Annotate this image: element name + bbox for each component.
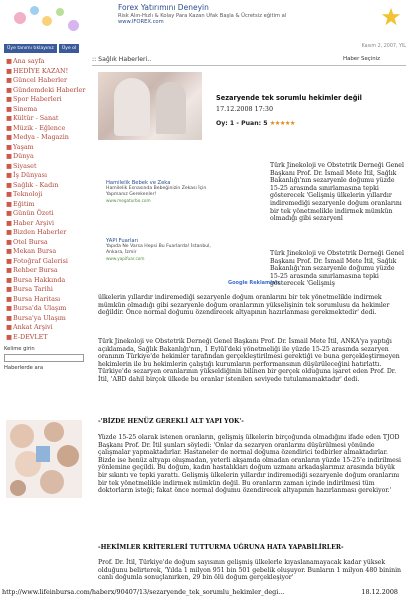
section-title: :: Sağlık Haberleri..	[92, 56, 152, 63]
sidebar-nav-item[interactable]	[4, 76, 92, 86]
sidebar-nav-item[interactable]	[4, 86, 92, 96]
ad-description: Hamilelik Esnasında Bebeğinizin Zekası İçin Yapmanız Gerekenler!	[106, 186, 207, 197]
bullet-icon: ■	[6, 256, 13, 265]
sidebar-nav-label: Spor Haberleri	[13, 95, 62, 103]
banner-ad[interactable]	[118, 3, 286, 25]
sidebar-nav-item[interactable]	[4, 143, 92, 153]
bullet-icon: ■	[6, 332, 13, 341]
bullet-icon: ■	[6, 114, 13, 122]
sidebar-nav-item[interactable]	[4, 181, 92, 191]
sidebar-nav-label: Günün Özeti	[13, 209, 54, 217]
rating-label: Oy: 1 - Puan: 5	[216, 120, 268, 127]
ad-url[interactable]: www.yapifuar.com	[106, 256, 145, 261]
top-banner	[0, 0, 410, 40]
sidebar-nav-item[interactable]	[4, 124, 92, 134]
sidebar-nav-item[interactable]	[4, 209, 92, 219]
sidebar-nav-label: Gündemdeki Haberler	[13, 85, 86, 94]
member-login-button[interactable]: Üye tanımı tıklayınız	[4, 44, 57, 53]
banner-decoration	[8, 2, 88, 36]
sidebar-nav-label: Siyaset	[13, 161, 37, 170]
article-paragraph-3: Yüzde 15-25 olarak istenen oranların, gelişmiş ülkelerin birçoğunda olmadığını ifade eden TJOD Başkanı Prof. Dr. İtil şunları söyledi: 'Onlar da sezaryen oranlarını düşürülmesi yönünde çalışmalar yapmaktadırlar. Hastaneler de normal doğuma özendirici tedbirler almaktadırlar. Bizde ise henüz altyapı oluşmadan, yeterli akşamda olmadan oranların yüzde 15-25'e indirilmesi yönlemine geçildi. Bu doğum, kadın hastalıkları doğum uzmanı arkadaşlarımız arasında büyük bir sıkıntı ve tepki yarattı. Gelişmiş ülkelerin yıllardır indiremediği sezaryenle doğum oranlarını bir tek yönetmelikle indirmek mümkün değil. Bu oranların zaman içinde indirilmesi tüm doktorların isteği; fakat önce normal doğumu özendirecek altyapının hazırlanması gerekiyor.'	[98, 434, 401, 495]
ad-description: Yapıda Ne Varsa Hepsi Bu Fuarlarda! İstanbul, Ankara, İzmir	[106, 244, 211, 255]
sponsored-ad-2[interactable]	[106, 238, 216, 261]
sidebar-nav-item[interactable]	[4, 333, 92, 343]
bullet-icon: ■	[6, 209, 13, 217]
sidebar-nav-item[interactable]	[4, 57, 92, 67]
sidebar-nav-label: Rehber Bursa	[13, 266, 58, 274]
bullet-icon: ■	[6, 180, 13, 189]
bullet-icon: ■	[6, 313, 13, 322]
sidebar-nav-item[interactable]	[4, 304, 92, 314]
article-paragraph-2: Türk Jinekoloji ve Obstetrik Derneği Genel Başkanı Prof. Dr. İsmail Mete İtil, ANKA'ya yaptığı açıklamada, Sağlık Bakanlığı'nın, 1 Eylül'deki yönetmeliği ile yüzde 15-25 arasında sezaryen oranının Türkiye'de hekimler tarafından gerçekleştirilmesi gerektiği ve buna gerçekleştirmeyen hekimlerin ile bu hekimlerin çalıştığı kurumların performansının düşürüleceğini hatırlattı. Türkiye'de sezaryen oranlarının yükseldiğinin bilinen bir gerçek olduğuna işaret eden Prof. Dr. İtil, 'ABD dahil birçok ülkede bu oranlar istenilen seviyede tutulamamaktadır' dedi.	[98, 338, 400, 383]
sidebar-nav-label: Eğitim	[13, 199, 35, 208]
sidebar-nav-item[interactable]	[4, 295, 92, 305]
article-rating	[216, 120, 295, 127]
article-column-text-2: Türk Jinekoloji ve Obstetrik Derneği Genel Başkanı Prof. Dr. İsmail Mete İtil, Sağlık Bakanlığı'nın sezaryenle doğumu yüzde 15-25 arasında sınırlamasına tepki gösterecek 'Gelişmiş	[270, 250, 404, 288]
people-collage-image	[6, 420, 82, 498]
bullet-icon: ■	[6, 323, 13, 331]
sidebar-nav-item[interactable]	[4, 276, 92, 286]
bullet-icon: ■	[6, 152, 13, 160]
bullet-icon: ■	[6, 171, 13, 179]
sidebar-nav-label: Dünya	[13, 152, 34, 160]
bullet-icon: ■	[6, 142, 13, 151]
article-date: 17.12.2008 17:30	[216, 105, 274, 113]
sidebar-nav-label: Müzik - Eğlence	[13, 123, 66, 132]
sidebar-nav-label: E-DEVLET	[13, 332, 48, 341]
sponsored-ad-1[interactable]	[106, 180, 216, 203]
news-select[interactable]: Haber Seçiniz	[343, 56, 380, 62]
article-photo	[98, 72, 202, 140]
ad-title[interactable]: Hamilelik Bebek ve Zeka	[106, 180, 171, 186]
sidebar-nav-label: Medya - Magazin	[13, 133, 69, 141]
sidebar-nav-label: Mekan Bursa	[13, 247, 57, 255]
current-date: Kasım 2, 2007, YIL	[361, 44, 406, 49]
star-decoration-icon	[380, 6, 402, 28]
bullet-icon: ■	[6, 275, 13, 284]
sidebar-nav-item[interactable]	[4, 133, 92, 143]
bullet-icon: ■	[6, 285, 13, 293]
bullet-icon: ■	[6, 66, 13, 75]
sidebar-nav-label: HEDİYE KAZAN!	[13, 66, 69, 75]
sidebar-nav-item[interactable]	[4, 228, 92, 238]
sidebar-nav-label: Teknoloji	[13, 190, 43, 198]
sidebar-nav-item[interactable]	[4, 162, 92, 172]
sidebar-nav-item[interactable]	[4, 67, 92, 77]
bullet-icon: ■	[6, 199, 13, 208]
sidebar-nav-item[interactable]	[4, 114, 92, 124]
rating-stars-icon[interactable]: ★★★★★	[269, 120, 295, 127]
bullet-icon: ■	[6, 218, 13, 227]
bullet-icon: ■	[6, 76, 13, 84]
sidebar-nav-item[interactable]	[4, 190, 92, 200]
footer-date: 18.12.2008	[361, 588, 398, 596]
sidebar-nav-item[interactable]	[4, 238, 92, 248]
search-scope-label: Haberlerde ara	[4, 365, 43, 371]
article-subheading-1: -'BİZDE HENÜZ GEREKLİ ALT YAPI YOK'-	[98, 418, 244, 425]
sidebar-nav-item[interactable]	[4, 105, 92, 115]
sidebar	[4, 44, 92, 371]
bullet-icon: ■	[6, 123, 13, 132]
sidebar-nav-item[interactable]	[4, 257, 92, 267]
sidebar-nav-label: Kültür - Sanat	[13, 114, 59, 122]
bullet-icon: ■	[6, 161, 13, 170]
article-column-text-1: Türk Jinekoloji ve Obstetrik Derneği Genel Başkanı Prof. Dr. İsmail Mete İtil, Sağlık Bakanlığı'nın sezaryenle doğumu yüzde 15-25 arasında sınırlamasına tepki gösterecek 'Gelişmiş ülkelerin yıllardır indiremediği sezaryenle doğum oranlarını bir tek yönetmelikle indirmek mümkün olmadığı gibi sezaryenl	[270, 162, 404, 223]
sidebar-nav	[4, 57, 92, 342]
sidebar-nav-item[interactable]	[4, 247, 92, 257]
sidebar-nav-label: Otel Bursa	[13, 237, 48, 246]
bullet-icon: ■	[6, 104, 13, 113]
bullet-icon: ■	[6, 95, 13, 103]
bullet-icon: ■	[6, 133, 13, 141]
sidebar-nav-item[interactable]	[4, 95, 92, 105]
ad-url[interactable]: www.megaturbo.com	[106, 198, 151, 203]
search-label: Kelime girin	[4, 346, 35, 352]
banner-ad-title[interactable]: Forex Yatırımını Deneyin	[118, 3, 209, 12]
article-title: Sezaryende tek sorumlu hekimler değil	[216, 94, 362, 102]
sidebar-nav-label: Ana sayfa	[13, 57, 45, 65]
sidebar-nav-label: Bursa Hakkında	[13, 275, 66, 284]
footer-url[interactable]: http://www.lifeinbursa.com/haberx/90407/13/sezaryende_tek_sorumlu_hekimler_degi...	[2, 588, 285, 596]
sidebar-nav-item[interactable]	[4, 323, 92, 333]
sidebar-nav-item[interactable]	[4, 171, 92, 181]
ad-title[interactable]: YAPI Fuarları	[106, 238, 139, 244]
sidebar-nav-label: Sağlık - Kadın	[13, 180, 59, 189]
sidebar-nav-item[interactable]	[4, 285, 92, 295]
sidebar-nav-item[interactable]	[4, 219, 92, 229]
sidebar-nav-label: Güncel Haberler	[13, 76, 68, 84]
sidebar-nav-item[interactable]	[4, 266, 92, 276]
sidebar-nav-item[interactable]	[4, 200, 92, 210]
sidebar-nav-label: Ankat Arşivi	[13, 323, 53, 331]
bullet-icon: ■	[6, 190, 13, 198]
banner-ad-subtitle: Risk Alın-Hızlı & Kolay Para Kazan Ufak Başla & Ücretsiz eğitim al	[118, 13, 287, 19]
sidebar-nav-item[interactable]	[4, 314, 92, 324]
banner-ad-url[interactable]: www.IFOREX.com	[118, 19, 164, 25]
register-button[interactable]: Üye ol	[59, 44, 79, 53]
print-footer	[2, 588, 408, 596]
sidebar-nav-label: Yaşam	[13, 142, 34, 151]
sidebar-nav-label: İş Dünyası	[13, 171, 47, 179]
sidebar-nav-label: Haber Arşivi	[13, 218, 55, 227]
search-input[interactable]	[4, 354, 84, 362]
bullet-icon: ■	[6, 237, 13, 246]
bullet-icon: ■	[6, 304, 13, 312]
sidebar-nav-label: Fotoğraf Galerisi	[13, 256, 68, 265]
bullet-icon: ■	[6, 266, 13, 274]
sidebar-nav-label: Bizden Haberler	[13, 228, 67, 236]
article-paragraph-1: ülkelerin yıllardır indiremediği sezaryenle doğum oranlarını bir tek yönetmelikle indirmek mümkün olmadığı gibi sezaryenle doğum oranlarının yükselişinin tek sorumlusu da hekimler değildir. Önce normal doğumu özendirecek altyapının hazırlanması gerekmektedir' dedi.	[98, 294, 390, 317]
bullet-icon: ■	[6, 294, 13, 303]
bullet-icon: ■	[6, 57, 13, 65]
sidebar-nav-label: Bursa'ya Ulaşım	[13, 313, 66, 322]
bullet-icon: ■	[6, 228, 13, 236]
article-paragraph-4: Prof. Dr. İtil, Türkiye'de doğum sayısının gelişmiş ülkelerle kıyaslanamayacak kadar yüksek olduğunu belirterek, 'Yılda 1 milyon 951 bin 501 gebelik oluşuyor. Bunların 1 milyon 480 bininin canlı doğumla sonuçlanırken, 29 bin ölü doğum gerçekleşiyor'	[98, 559, 402, 582]
google-ads-label: Google Reklamları	[228, 280, 280, 286]
article-subheading-2: -HEKİMLER KRİTERLERİ TUTTURMA UĞRUNA HATA YAPABİLİRLER-	[98, 544, 344, 551]
sidebar-nav-item[interactable]	[4, 152, 92, 162]
bullet-icon: ■	[6, 247, 13, 255]
sidebar-nav-label: Bursa Haritası	[13, 294, 61, 303]
sidebar-nav-label: Bursa Tarihi	[13, 285, 53, 293]
section-header	[92, 56, 406, 66]
sidebar-nav-label: Bursa'da Ulaşım	[13, 304, 67, 312]
sidebar-nav-label: Sinema	[13, 104, 38, 113]
bullet-icon: ■	[6, 85, 13, 94]
